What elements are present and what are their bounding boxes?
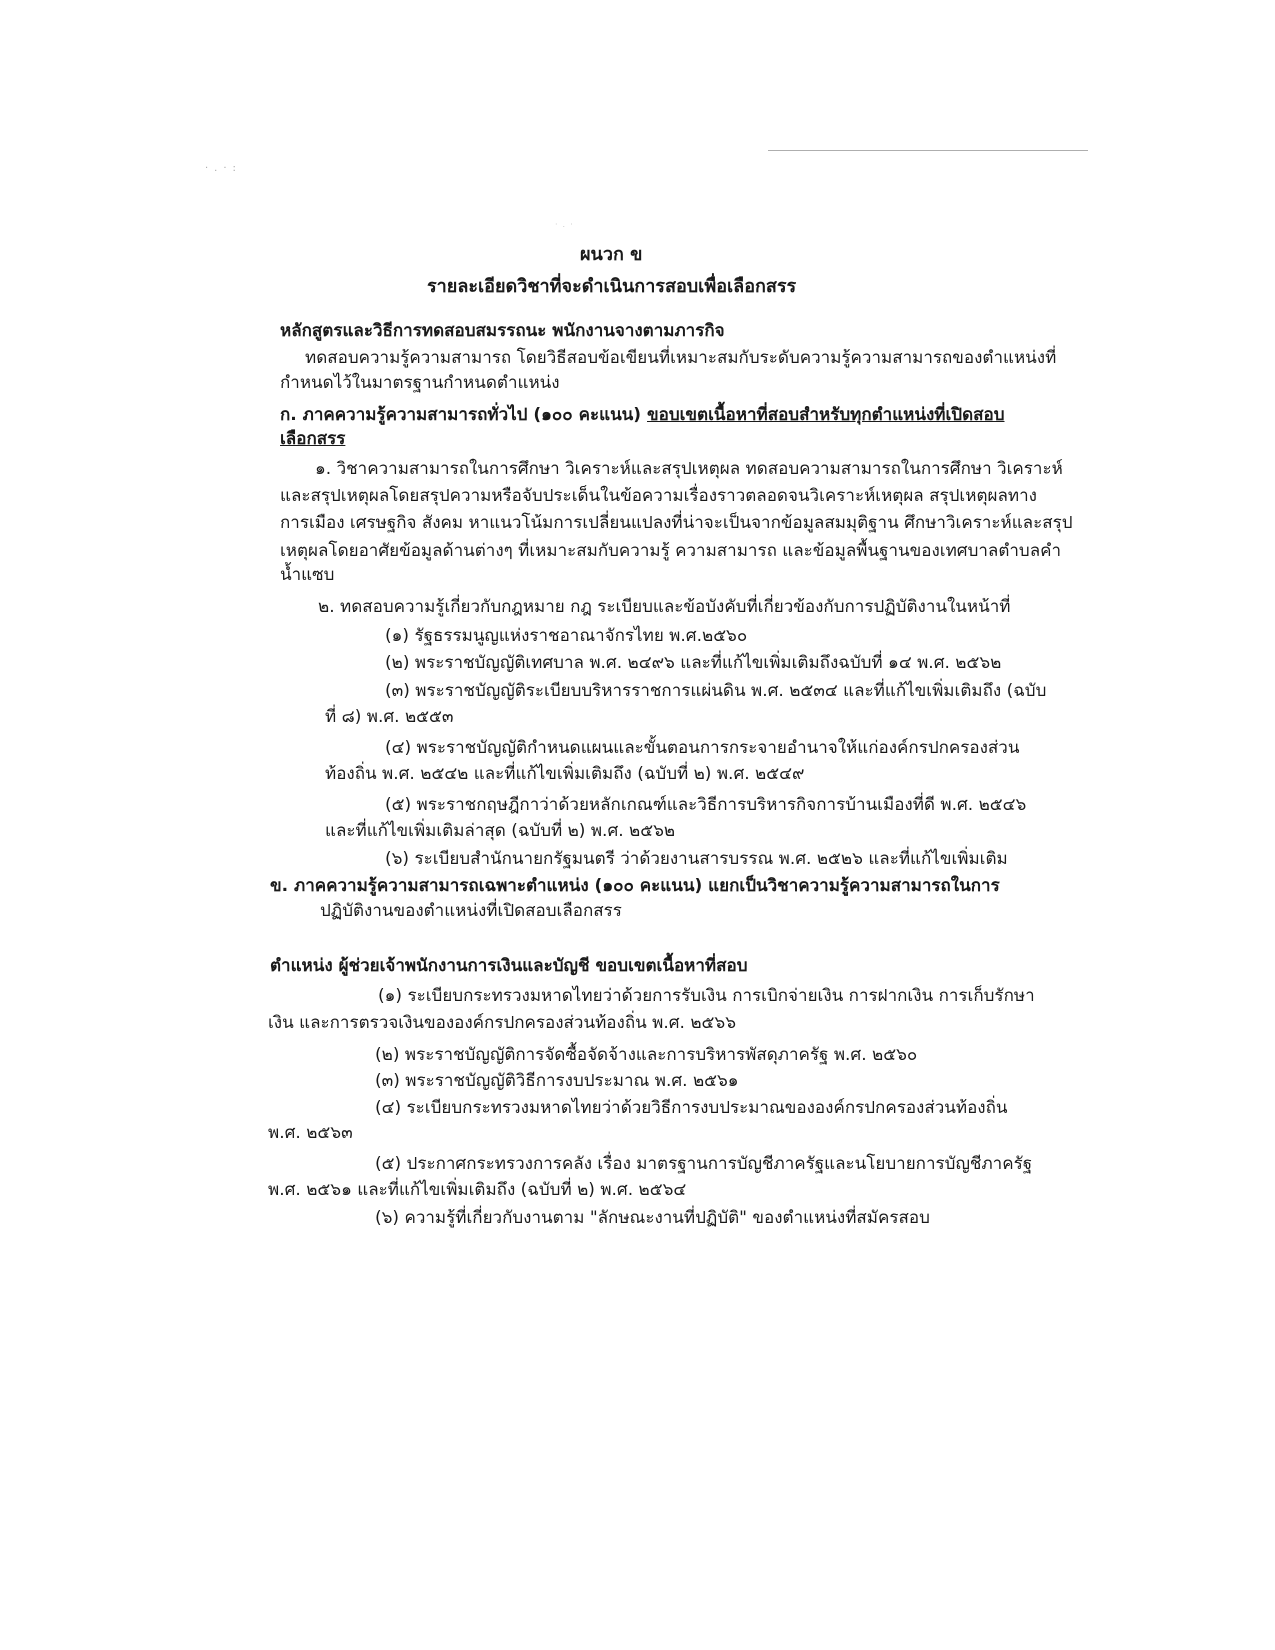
law-item: (๔) พระราชบัญญัติกำหนดแผนและขั้นตอนการกระจายอำนาจให้แก่องค์กรปกครองส่วน [385, 738, 1020, 758]
scan-speck-artifact: ·.· [555, 220, 578, 229]
law-item: (๕) พระราชกฤษฎีกาว่าด้วยหลักเกณฑ์และวิธีการบริหารกิจการบ้านเมืองที่ดี พ.ศ. ๒๕๔๖ [385, 795, 1027, 815]
part-a-heading [280, 404, 1005, 426]
item1-line-1: ๑. วิชาความสามารถในการศึกษา วิเคราะห์และสรุปเหตุผล ทดสอบความสามารถในการศึกษา วิเคราะห์ [315, 459, 1063, 479]
course-heading: หลักสูตรและวิธีการทดสอบสมรรถนะ พนักงานจางตามภารกิจ [280, 321, 725, 341]
part-a-label: ก. ภาคความรู้ความสามารถทั่วไป (๑๐๐ คะแนน) [280, 405, 642, 425]
appendix-title: ผนวก ข [580, 244, 643, 265]
position-item-cont: เงิน และการตรวจเงินขององค์กรปกครองส่วนท้องถิ่น พ.ศ. ๒๕๖๖ [268, 1013, 736, 1033]
position-item: (๕) ประกาศกระทรวงการคลัง เรื่อง มาตรฐานการบัญชีภาครัฐและนโยบายการบัญชีภาครัฐ [375, 1154, 1033, 1174]
law-item-cont: ท้องถิ่น พ.ศ. ๒๕๔๒ และที่แก้ไขเพิ่มเติมถึง (ฉบับที่ ๒) พ.ศ. ๒๕๔๙ [325, 764, 805, 784]
position-heading: ตำแหน่ง ผู้ช่วยเจ้าพนักงานการเงินและบัญชี ขอบเขตเนื้อหาที่สอบ [270, 956, 748, 976]
position-item-cont: พ.ศ. ๒๕๖๓ [268, 1123, 353, 1143]
part-a-scope: ขอบเขตเนื้อหาที่สอบสำหรับทุกตำแหน่งที่เปิดสอบ [647, 405, 1005, 425]
part-a-scope-cont: เลือกสรร [280, 429, 346, 449]
intro-line-1: ทดสอบความรู้ความสามารถ โดยวิธีสอบข้อเขียนที่เหมาะสมกับระดับความรู้ความสามารถของตำแหน่งที่ [305, 348, 1057, 368]
law-item: (๖) ระเบียบสำนักนายกรัฐมนตรี ว่าด้วยงานสารบรรณ พ.ศ. ๒๕๒๖ และที่แก้ไขเพิ่มเติม [385, 849, 1008, 869]
law-item-cont: ที่ ๘) พ.ศ. ๒๕๕๓ [325, 707, 454, 727]
item1-line-4: เหตุผลโดยอาศัยข้อมูลด้านต่างๆ ที่เหมาะสมกับความรู้ ความสามารถ และข้อมูลพื้นฐานของเทศบาลตำบลคำ [280, 541, 1062, 561]
document-title: รายละเอียดวิชาที่จะดำเนินการสอบเพื่อเลือกสรร [427, 276, 797, 297]
law-item: (๒) พระราชบัญญัติเทศบาล พ.ศ. ๒๔๙๖ และที่แก้ไขเพิ่มเติมถึงฉบับที่ ๑๔ พ.ศ. ๒๕๖๒ [385, 653, 1002, 673]
item2-line: ๒. ทดสอบความรู้เกี่ยวกับกฎหมาย กฎ ระเบียบและข้อบังคับที่เกี่ยวข้องกับการปฏิบัติงานในหน้าที่ [318, 597, 1011, 617]
position-item: (๖) ความรู้ที่เกี่ยวกับงานตาม "ลักษณะงานที่ปฏิบัติ" ของตำแหน่งที่สมัครสอบ [375, 1208, 930, 1228]
position-item: (๔) ระเบียบกระทรวงมหาดไทยว่าด้วยวิธีการงบประมาณขององค์กรปกครองส่วนท้องถิ่น [375, 1098, 1008, 1118]
scan-speck-artifact: ·.·: [205, 163, 242, 174]
item1-line-5: น้ำแซบ [280, 565, 335, 585]
item1-line-2: และสรุปเหตุผลโดยสรุปความหรือจับประเด็นในข้อความเรื่องราวตลอดจนวิเคราะห์เหตุผล สรุปเหตุผลทาง [280, 486, 1037, 506]
item1-line-3: การเมือง เศรษฐกิจ สังคม หาแนวโน้มการเปลี่ยนแปลงที่น่าจะเป็นจากข้อมูลสมมุติฐาน ศึกษาวิเคราะห์และสรุป [280, 513, 1073, 533]
position-item: (๒) พระราชบัญญัติการจัดซื้อจัดจ้างและการบริหารพัสดุภาครัฐ พ.ศ. ๒๕๖๐ [375, 1045, 918, 1065]
position-item-cont: พ.ศ. ๒๕๖๑ และที่แก้ไขเพิ่มเติมถึง (ฉบับที่ ๒) พ.ศ. ๒๕๖๔ [268, 1180, 687, 1200]
part-b-line-2: ปฏิบัติงานของตำแหน่งที่เปิดสอบเลือกสรร [320, 901, 622, 921]
law-item: (๑) รัฐธรรมนูญแห่งราชอาณาจักรไทย พ.ศ.๒๕๖๐ [385, 626, 748, 646]
position-item: (๓) พระราชบัญญัติวิธีการงบประมาณ พ.ศ. ๒๕๖๑ [375, 1071, 739, 1091]
intro-line-2: กำหนดไว้ในมาตรฐานกำหนดตำแหน่ง [280, 373, 560, 393]
law-item: (๓) พระราชบัญญัติระเบียบบริหารราชการแผ่นดิน พ.ศ. ๒๕๓๔ และที่แก้ไขเพิ่มเติมถึง (ฉบับ [385, 681, 1047, 701]
part-b-heading: ข. ภาคความรู้ความสามารถเฉพาะตำแหน่ง (๑๐๐ คะแนน) แยกเป็นวิชาความรู้ความสามารถในการ [270, 876, 1000, 896]
law-item-cont: และที่แก้ไขเพิ่มเติมล่าสุด (ฉบับที่ ๒) พ.ศ. ๒๕๖๒ [325, 821, 676, 841]
position-item: (๑) ระเบียบกระทรวงมหาดไทยว่าด้วยการรับเงิน การเบิกจ่ายเงิน การฝากเงิน การเก็บรักษา [378, 986, 1035, 1006]
